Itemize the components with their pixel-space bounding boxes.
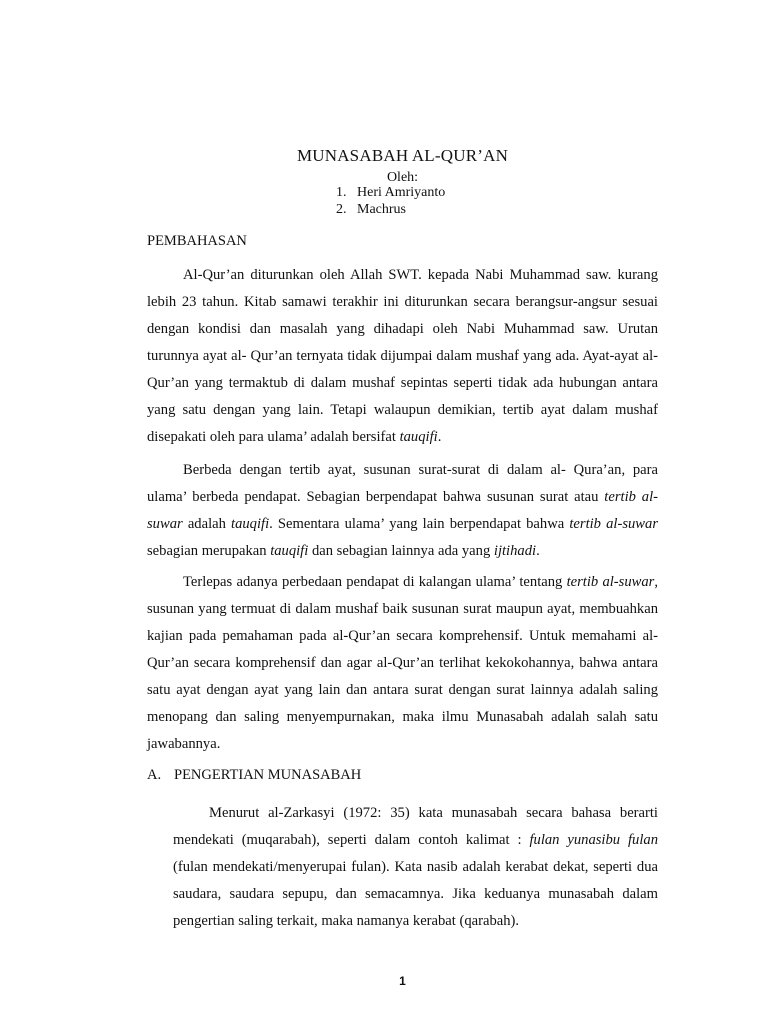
italic-term: tertib al-suwar xyxy=(566,574,655,590)
author-name: Machrus xyxy=(357,202,406,217)
paragraph-text: adalah xyxy=(182,516,232,532)
author-list xyxy=(336,184,445,218)
paragraph-text: dan sebagian lainnya ada yang xyxy=(308,543,494,559)
author-number: 2. xyxy=(336,202,347,217)
italic-term: fulan yunasibu fulan xyxy=(529,832,658,848)
author-item xyxy=(336,201,445,218)
page-number: 1 xyxy=(399,974,406,988)
italic-term: ijtihadi xyxy=(493,543,537,559)
subsection-title: PENGERTIAN MUNASABAH xyxy=(174,767,362,783)
byline-label: Oleh: xyxy=(386,170,419,185)
italic-term: tauqifi xyxy=(231,516,270,532)
paragraph-text: , susunan yang termuat di dalam mushaf baik susunan surat maupun ayat, membuahkan kajian pada pemahaman pada al-Qur’an secara komprehensif. Untuk memahami al-Qur’an secara komprehensif dan agar al-Qur’an terlihat kekokohannya, bahwa antara satu ayat dengan ayat yang lain dan antara surat dengan surat lainnya adalah saling menopang dan saling menyempurnakan, maka ilmu Munasabah adalah salah satu jawabannya. xyxy=(147,574,658,752)
subsection-letter: A. xyxy=(147,767,162,783)
paragraph-text: Terlepas adanya perbedaan pendapat di kalangan ulama’ tentang xyxy=(183,574,567,590)
paragraph-2 xyxy=(147,457,658,565)
paragraph-text: (fulan mendekati/menyerupai fulan). Kata nasib adalah kerabat dekat, seperti dua saudara, saudara sepupu, dan semacamnya. Jika keduanya munasabah dalam pengertian saling terkait, maka namanya kerabat (qarabah). xyxy=(173,859,658,929)
italic-term: tauqifi xyxy=(270,543,309,559)
paragraph-text: . xyxy=(536,543,540,559)
section-heading: PEMBAHASAN xyxy=(147,233,247,249)
paragraph-text: sebagian merupakan xyxy=(147,543,271,559)
author-number: 1. xyxy=(336,185,347,200)
italic-term: tertib al-suwar xyxy=(147,489,658,532)
author-name: Heri Amriyanto xyxy=(357,185,446,200)
subsection-heading xyxy=(147,767,361,784)
paragraph-text: . Sementara ulama’ yang lain berpendapat bahwa xyxy=(269,516,570,532)
italic-term: tauqifi xyxy=(399,429,438,445)
author-item xyxy=(336,184,445,201)
paragraph-text: Menurut al-Zarkasyi (1972: 35) kata munasabah secara bahasa berarti mendekati (muqarabah), seperti dalam contoh kalimat : xyxy=(173,805,658,848)
paragraph-text: . xyxy=(437,429,442,445)
paragraph-1 xyxy=(147,262,658,451)
paragraph-text: Berbeda dengan tertib ayat, susunan surat-surat di dalam al- Qura’an, para ulama’ berbeda pendapat. Sebagian berpendapat bahwa susunan surat atau xyxy=(147,462,658,505)
document-title: MUNASABAH AL-QUR’AN xyxy=(296,146,509,165)
paragraph-4 xyxy=(173,800,658,935)
paragraph-3 xyxy=(147,569,658,758)
italic-term: tertib al-suwar xyxy=(569,516,659,532)
paragraph-text: Al-Qur’an diturunkan oleh Allah SWT. kepada Nabi Muhammad saw. kurang lebih 23 tahun. Kitab samawi terakhir ini diturunkan secara berangsur-angsur sesuai dengan kondisi dan masalah yang dihadapi oleh Nabi Muhammad saw. Urutan turunnya ayat al- Qur’an ternyata tidak dijumpai dalam mushaf yang ada. Ayat-ayat al-Qur’an yang termaktub di dalam mushaf sepintas seperti tidak ada hubungan antara yang satu dengan yang lain. Tetapi walaupun demikian, tertib ayat dalam mushaf disepakati oleh para ulama’ adalah bersifat xyxy=(147,267,658,445)
